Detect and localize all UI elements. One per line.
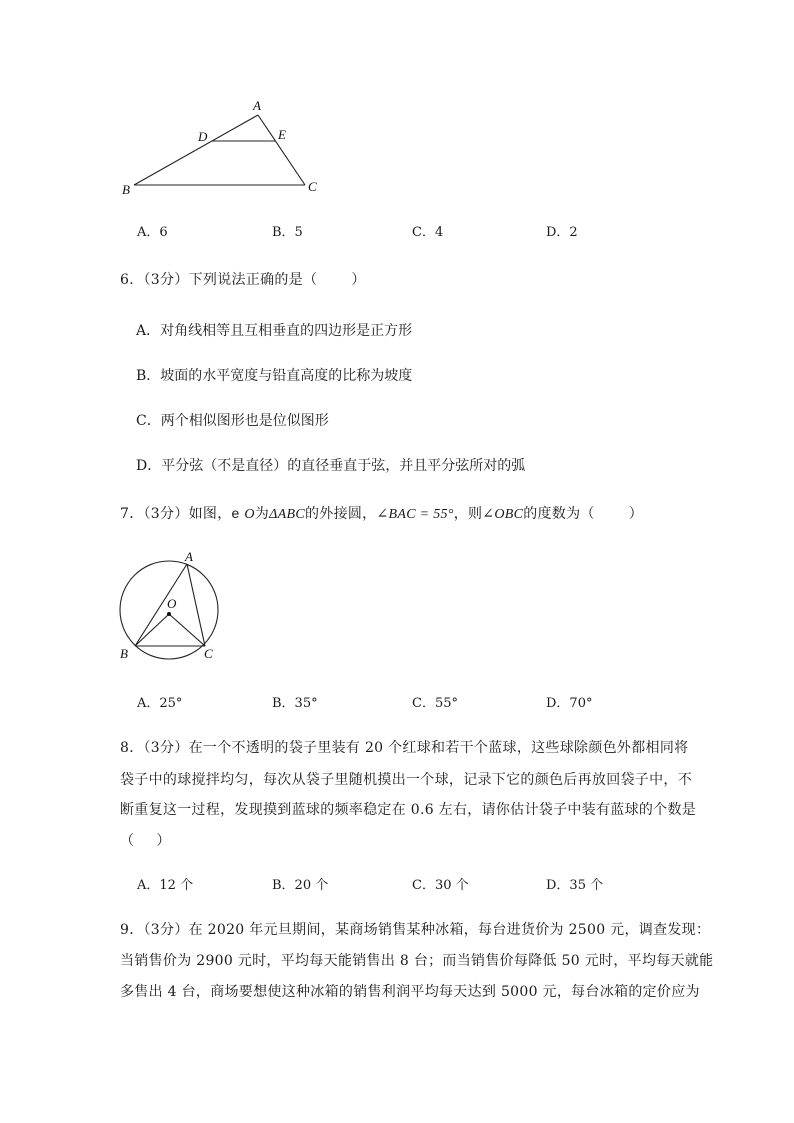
circle-figure-q7: [112, 548, 228, 664]
q8-paren-open: （: [120, 833, 135, 849]
q6-stem-text: 6．（3分）下列说法正确的是（: [120, 272, 318, 288]
q6-choice-d: D．平分弦（不是直径）的直径垂直于弦，并且平分弦所对的弧: [136, 458, 526, 474]
q7-option-a: A．25°: [137, 696, 183, 711]
label-o: O: [167, 596, 177, 611]
q8-line-2: 袋子中的球搅拌均匀，每次从袋子里随机摸出一个球，记录下它的颜色后再放回袋子中，不: [120, 772, 692, 788]
q7-tail: 的度数为（: [523, 506, 595, 522]
q5-option-d: D．2: [546, 225, 578, 240]
segment-ba: [134, 115, 258, 185]
q8-answer-paren: [120, 830, 171, 850]
center-point: [167, 612, 171, 616]
q7-option-c: C．55°: [412, 696, 458, 711]
q9-line-3: 多售出 4 台，商场要想使这种冰箱的销售利润平均每天达到 5000 元，每台冰箱的定价应为: [120, 984, 700, 1000]
q7-triangle: ΔABC: [269, 507, 305, 522]
q8-option-b: B．20 个: [272, 878, 329, 893]
q7-stem: [120, 503, 643, 523]
q7-option-b: B．35°: [272, 696, 318, 711]
q8-option-d: D．35 个: [546, 878, 604, 893]
q9-line-2: 当销售价为 2900 元时，平均每天能销售出 8 台；而当销售价每降低 50 元时，平均每天就能: [120, 953, 714, 969]
label-b: B: [120, 646, 128, 661]
q6-choice-b: B．坡面的水平宽度与铅直高度的比称为坡度: [136, 368, 413, 384]
q8-line-3: 断重复这一过程，发现摸到蓝球的频率稳定在 0.6 左右，请你估计袋子中装有蓝球的个数是: [120, 802, 697, 818]
label-b: B: [122, 182, 130, 196]
label-c: C: [204, 646, 213, 661]
segment-ac: [258, 115, 305, 185]
q7-prefix: 7．（3分）如图，: [120, 506, 232, 522]
label-a: A: [185, 549, 193, 564]
q7-circle-symbol: e: [231, 505, 240, 521]
label-e: E: [278, 127, 286, 142]
q6-choice-c: C．两个相似图形也是位似图形: [136, 413, 329, 429]
q5-option-b: B．5: [272, 225, 303, 240]
q7-option-d: D．70°: [546, 696, 593, 711]
q7-angle-bac: ∠BAC = 55°: [376, 507, 454, 522]
q6-stem: [120, 269, 366, 289]
segment-oc: [169, 614, 205, 646]
q8-option-c: C．30 个: [412, 878, 469, 893]
label-d: D: [198, 129, 208, 144]
q7-angle-obc: ∠OBC: [482, 507, 524, 522]
q7-mid2: ，则: [453, 506, 483, 522]
q8-paren-close: ）: [156, 833, 171, 849]
segment-ab: [135, 564, 187, 646]
q7-mid: 的外接圆，: [304, 506, 377, 522]
q8-line-1: 8．（3分）在一个不透明的袋子里装有 20 个红球和若干个蓝球，这些球除颜色外都相同将: [120, 740, 689, 756]
q5-option-a: A．6: [137, 225, 168, 240]
q7-wei: 为: [254, 506, 270, 522]
q6-stem-close: ）: [351, 272, 366, 288]
label-c: C: [308, 179, 317, 194]
segment-ac: [187, 564, 205, 646]
q8-option-a: A．12 个: [137, 878, 194, 893]
label-a: A: [253, 98, 261, 113]
q5-option-c: C．4: [412, 225, 444, 240]
q6-choice-a: A．对角线相等且互相垂直的四边形是正方形: [136, 323, 413, 339]
triangle-figure-q5: [118, 96, 328, 196]
q7-close: ）: [628, 506, 644, 522]
q7-o: O: [244, 507, 255, 522]
q9-line-1: 9．（3分）在 2020 年元旦期间，某商场销售某种冰箱，每台进货价为 2500 元，调查发现：: [120, 922, 711, 938]
